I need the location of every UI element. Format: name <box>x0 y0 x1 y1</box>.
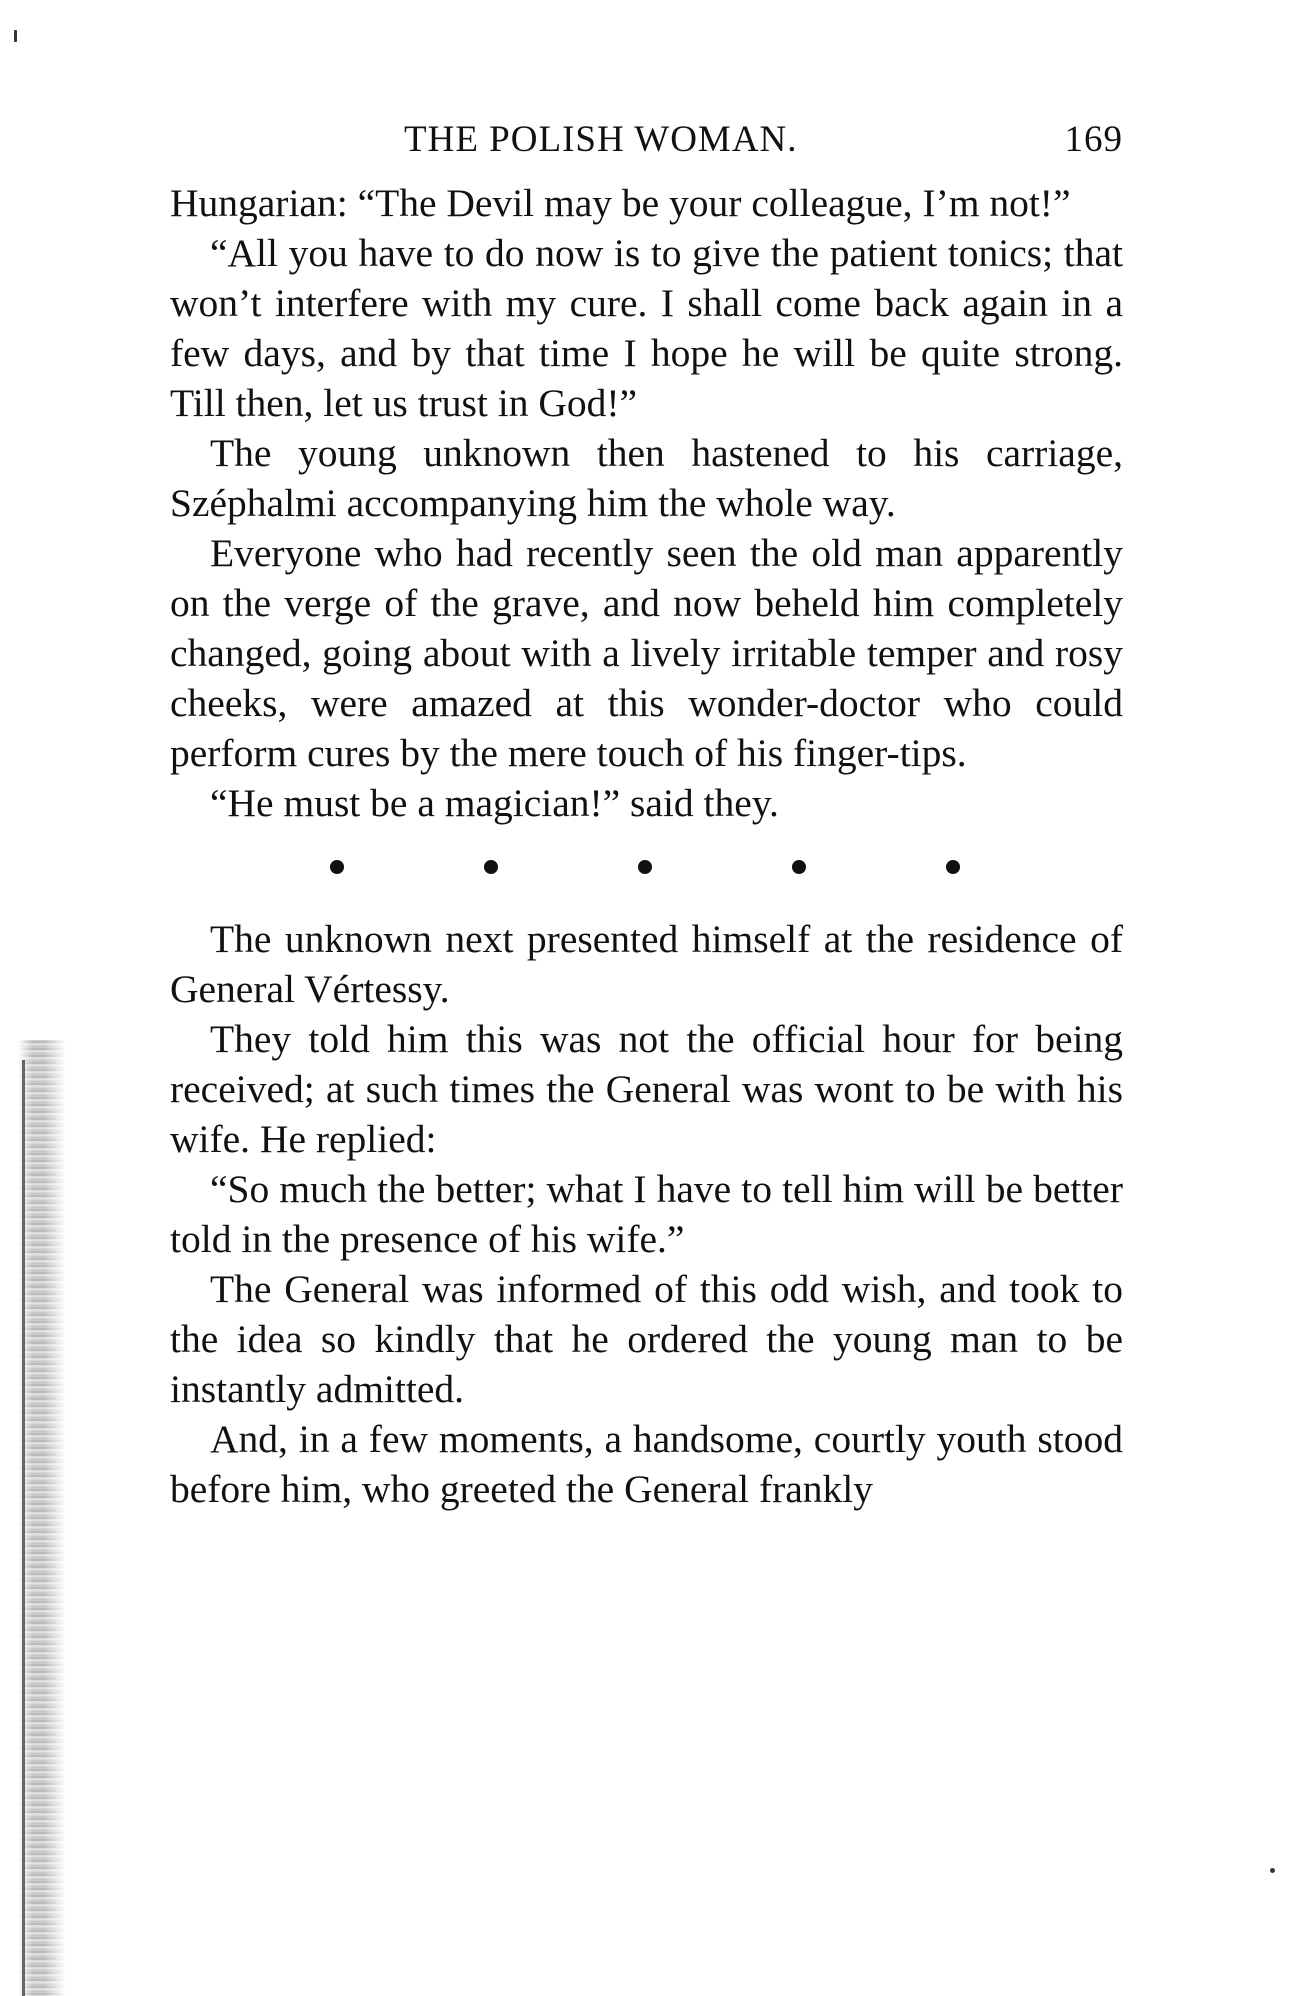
binding-gutter-shadow <box>18 1040 66 1996</box>
paragraph: “So much the better; what I have to tell him will be better told in the presence of his wife.” <box>170 1167 1123 1261</box>
running-title: THE POLISH WOMAN. <box>404 119 798 160</box>
book-page <box>170 118 1123 1514</box>
scan-mark <box>14 30 17 42</box>
section-break-dot <box>946 860 960 874</box>
paragraph: They told him this was not the official hour for being received; at such times the General was wont to be with his wife. He replied: <box>170 1017 1123 1161</box>
paragraph: Hungarian: “The Devil may be your colleague, I’m not!” <box>170 181 1071 225</box>
running-header <box>170 118 1123 178</box>
paragraph: The unknown next presented himself at the residence of General Vértessy. <box>170 917 1123 1011</box>
paragraph: The General was informed of this odd wish, and took to the idea so kindly that he ordered the young man to be instantly admitted. <box>170 1267 1123 1411</box>
paragraph: The young unknown then hastened to his carriage, Széphalmi accompanying him the whole way. <box>170 431 1123 525</box>
section-break-dot <box>330 860 344 874</box>
paragraph: And, in a few moments, a handsome, courtly youth stood before him, who greeted the General frankly <box>170 1417 1123 1511</box>
page-number: 169 <box>1064 119 1123 160</box>
section-break-dot <box>792 860 806 874</box>
paragraph: Everyone who had recently seen the old man apparently on the verge of the grave, and now beheld him completely changed, going about with a lively irritable temper and rosy cheeks, were amazed at this wonder-doctor who could perform cures by the mere touch of his finger-tips. <box>170 531 1123 775</box>
scan-speck <box>1270 1868 1275 1873</box>
paragraph: “He must be a magician!” said they. <box>210 781 779 825</box>
binding-edge-line <box>22 1060 25 1996</box>
paragraph: “All you have to do now is to give the patient tonics; that won’t interfere with my cure. I shall come back again in a few days, and by that time I hope he will be quite strong. Till then, let us trust in God!” <box>170 231 1123 425</box>
section-break <box>330 860 960 874</box>
section-break-dot <box>484 860 498 874</box>
section-break-dot <box>638 860 652 874</box>
body-text <box>170 178 1123 1514</box>
